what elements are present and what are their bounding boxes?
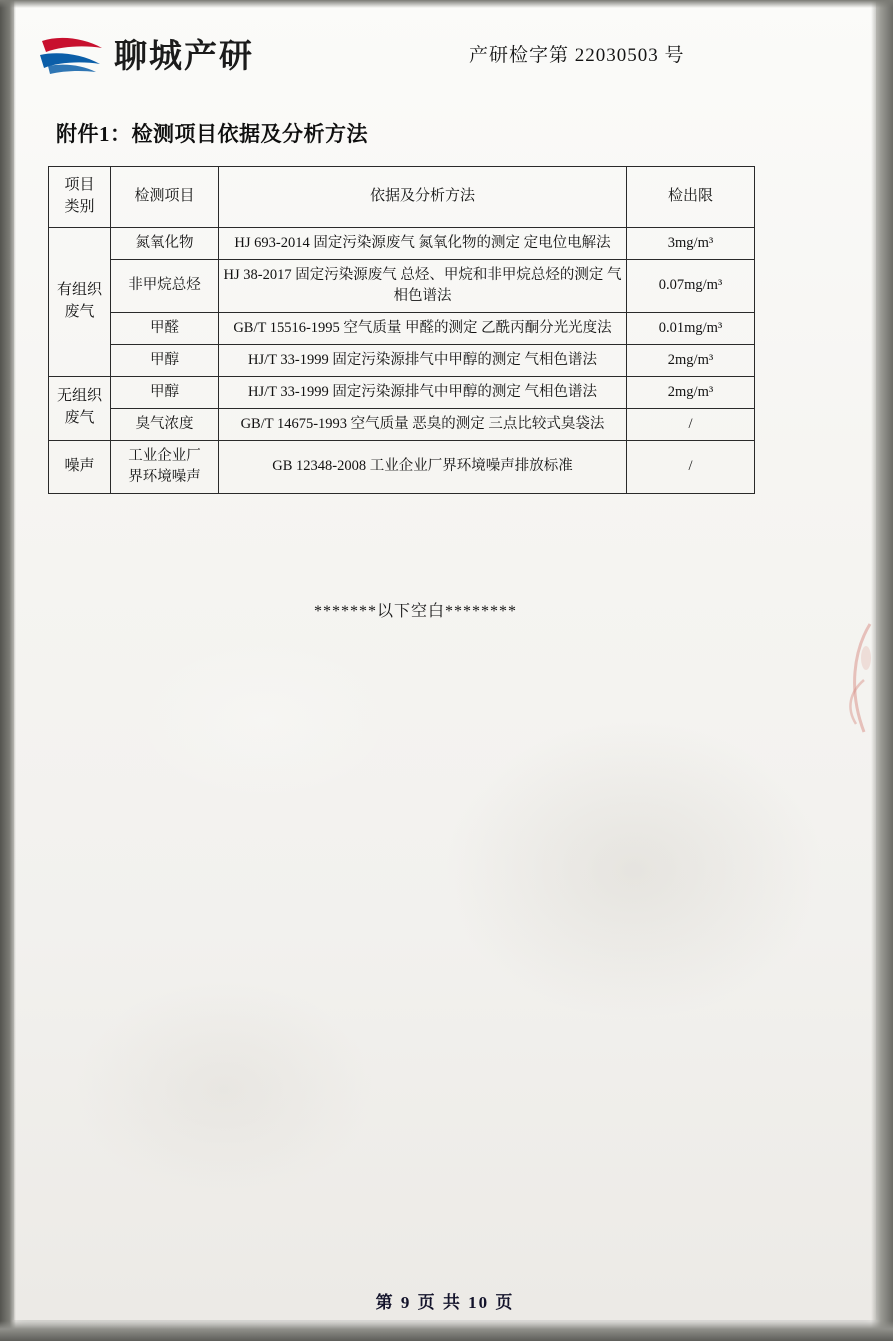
logo-text: 聊城产研 — [114, 39, 254, 75]
basis-cell: GB/T 14675-1993 空气质量 恶臭的测定 三点比较式臭袋法 — [219, 408, 627, 440]
photo-edge-left — [0, 0, 16, 1341]
item-cell: 非甲烷总烃 — [111, 259, 219, 312]
column-header-category: 项目 类别 — [49, 167, 111, 228]
paper-blotch — [444, 720, 824, 1020]
category-cell: 有组织 废气 — [49, 227, 111, 376]
basis-cell: GB 12348-2008 工业企业厂界环境噪声排放标准 — [219, 440, 627, 493]
item-cell: 氮氧化物 — [111, 227, 219, 259]
document-header — [14, 26, 876, 86]
table-row — [49, 408, 755, 440]
limit-cell: 2mg/m³ — [627, 344, 755, 376]
item-cell: 工业企业厂 界环境噪声 — [111, 440, 219, 493]
limit-cell: 0.01mg/m³ — [627, 312, 755, 344]
photo-edge-right — [871, 0, 893, 1341]
basis-cell: HJ/T 33-1999 固定污染源排气中甲醇的测定 气相色谱法 — [219, 344, 627, 376]
basis-cell: HJ 38-2017 固定污染源废气 总烃、甲烷和非甲烷总烃的测定 气相色谱法 — [219, 259, 627, 312]
document-number: 产研检字第 22030503 号 — [469, 45, 685, 66]
table-row — [49, 344, 755, 376]
red-stamp-fragment — [834, 620, 874, 740]
table-row — [49, 259, 755, 312]
organization-logo — [38, 30, 254, 77]
table-row — [49, 312, 755, 344]
limit-cell: 2mg/m³ — [627, 376, 755, 408]
column-header-item: 检测项目 — [111, 167, 219, 228]
basis-cell: HJ 693-2014 固定污染源废气 氮氧化物的测定 定电位电解法 — [219, 227, 627, 259]
photo-edge-bottom — [0, 1321, 893, 1341]
category-cell: 无组织 废气 — [49, 376, 111, 440]
methods-table — [48, 166, 755, 494]
category-cell: 噪声 — [49, 440, 111, 493]
column-header-limit: 检出限 — [627, 167, 755, 228]
table-row — [49, 376, 755, 408]
photo-edge-top — [0, 0, 893, 8]
table-header-row — [49, 167, 755, 228]
paper-blotch — [74, 980, 374, 1200]
page-title: 附件1：检测项目依据及分析方法 — [56, 122, 368, 146]
page-footer: 第 9 页 共 10 页 — [375, 1293, 515, 1312]
paper-blotch — [134, 640, 394, 800]
basis-cell: HJ/T 33-1999 固定污染源排气中甲醇的测定 气相色谱法 — [219, 376, 627, 408]
table-row — [49, 440, 755, 493]
item-cell: 甲醇 — [111, 344, 219, 376]
swoosh-logo-icon — [38, 32, 106, 76]
blank-space-note: *******以下空白******** — [314, 603, 518, 620]
basis-cell: GB/T 15516-1995 空气质量 甲醛的测定 乙酰丙酮分光光度法 — [219, 312, 627, 344]
paper-sheet — [14, 0, 876, 1320]
limit-cell: / — [627, 440, 755, 493]
item-cell: 甲醇 — [111, 376, 219, 408]
item-cell: 甲醛 — [111, 312, 219, 344]
limit-cell: 0.07mg/m³ — [627, 259, 755, 312]
column-header-basis: 依据及分析方法 — [219, 167, 627, 228]
item-cell: 臭气浓度 — [111, 408, 219, 440]
table-row — [49, 227, 755, 259]
limit-cell: 3mg/m³ — [627, 227, 755, 259]
limit-cell: / — [627, 408, 755, 440]
methods-table-wrapper — [48, 166, 754, 494]
